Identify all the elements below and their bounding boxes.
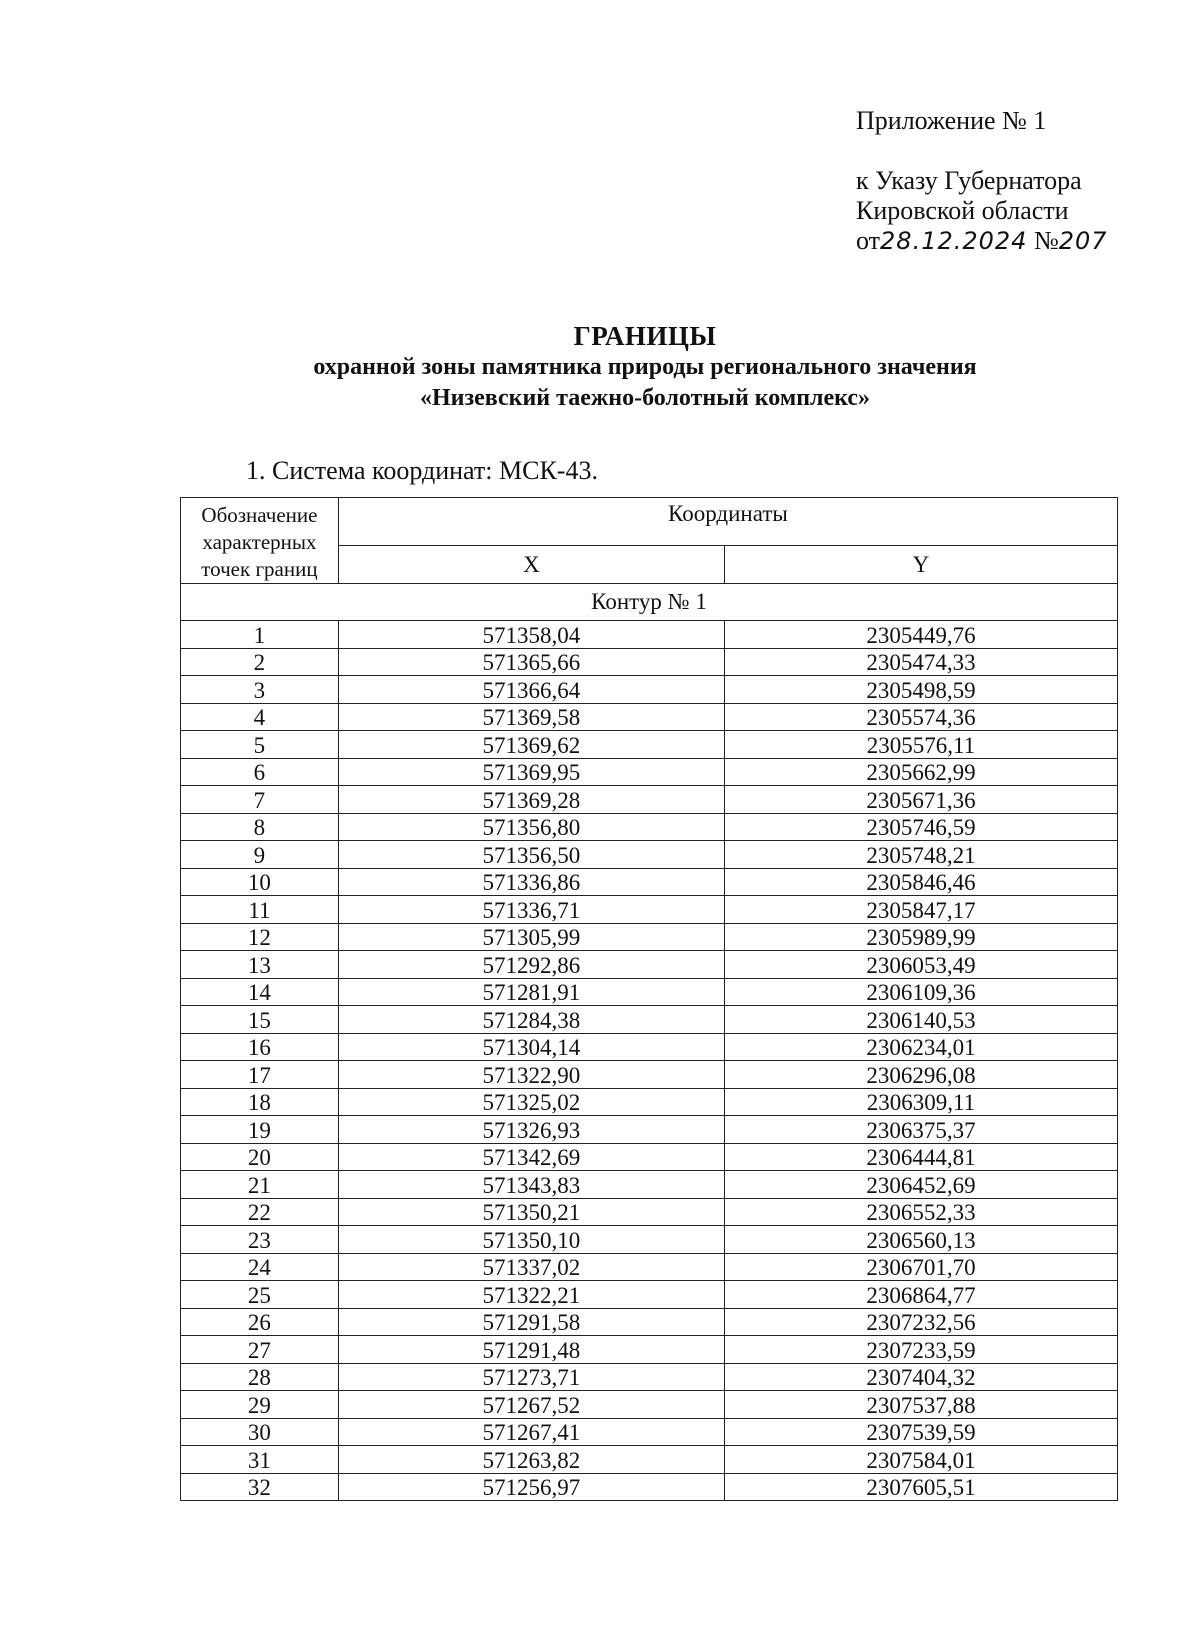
y-coordinate: 2305989,99: [724, 923, 1117, 951]
x-coordinate: 571342,69: [338, 1143, 724, 1171]
header-point-label: Обозначение характерных точек границ: [181, 498, 339, 584]
table-row: [181, 1446, 1118, 1474]
x-coordinate: 571356,80: [338, 813, 724, 841]
x-coordinate: 571366,64: [338, 676, 724, 704]
coordinates-table: [180, 497, 1118, 1501]
title-main: ГРАНИЦЫ: [573, 321, 717, 351]
y-coordinate: 2305662,99: [724, 758, 1117, 786]
x-coordinate: 571284,38: [338, 1006, 724, 1034]
point-number: 20: [181, 1143, 339, 1171]
table-row: [181, 978, 1118, 1006]
table-row: [181, 1198, 1118, 1226]
date-prefix: от: [856, 226, 881, 255]
y-coordinate: 2306053,49: [724, 951, 1117, 979]
x-coordinate: 571336,86: [338, 868, 724, 896]
annex-block: [856, 106, 1108, 256]
x-coordinate: 571292,86: [338, 951, 724, 979]
x-coordinate: 571358,04: [338, 621, 724, 649]
table-row: [181, 813, 1118, 841]
point-number: 9: [181, 841, 339, 869]
x-coordinate: 571322,21: [338, 1281, 724, 1309]
x-coordinate: 571291,58: [338, 1308, 724, 1336]
point-number: 29: [181, 1391, 339, 1419]
point-number: 27: [181, 1336, 339, 1364]
table-row: [181, 731, 1118, 759]
header-coordinates: Координаты: [338, 498, 1117, 546]
x-coordinate: 571305,99: [338, 923, 724, 951]
table-row: [181, 1226, 1118, 1254]
x-coordinate: 571369,58: [338, 703, 724, 731]
x-coordinate: 571256,97: [338, 1473, 724, 1501]
point-number: 12: [181, 923, 339, 951]
handwritten-number: 207: [1058, 227, 1108, 255]
y-coordinate: 2305574,36: [724, 703, 1117, 731]
x-coordinate: 571336,71: [338, 896, 724, 924]
point-number: 30: [181, 1418, 339, 1446]
y-coordinate: 2307605,51: [724, 1473, 1117, 1501]
table-row: [181, 1418, 1118, 1446]
x-coordinate: 571369,28: [338, 786, 724, 814]
point-number: 31: [181, 1446, 339, 1474]
point-number: 7: [181, 786, 339, 814]
point-number: 5: [181, 731, 339, 759]
point-number: 16: [181, 1033, 339, 1061]
point-number: 13: [181, 951, 339, 979]
y-coordinate: 2307404,32: [724, 1363, 1117, 1391]
table-row: [181, 676, 1118, 704]
x-coordinate: 571267,41: [338, 1418, 724, 1446]
table-row: [181, 786, 1118, 814]
y-coordinate: 2306109,36: [724, 978, 1117, 1006]
point-number: 8: [181, 813, 339, 841]
x-coordinate: 571325,02: [338, 1088, 724, 1116]
x-coordinate: 571291,48: [338, 1336, 724, 1364]
y-coordinate: 2306560,13: [724, 1226, 1117, 1254]
y-coordinate: 2307232,56: [724, 1308, 1117, 1336]
handwritten-date: 28.12.2024: [880, 227, 1028, 255]
point-number: 26: [181, 1308, 339, 1336]
x-coordinate: 571337,02: [338, 1253, 724, 1281]
table-row: [181, 868, 1118, 896]
x-coordinate: 571350,21: [338, 1198, 724, 1226]
x-coordinate: 571267,52: [338, 1391, 724, 1419]
title-subtitle-2: «Низевский таежно-болотный комплекс»: [419, 385, 871, 411]
y-coordinate: 2307537,88: [724, 1391, 1117, 1419]
y-coordinate: 2305474,33: [724, 648, 1117, 676]
y-coordinate: 2306375,37: [724, 1116, 1117, 1144]
y-coordinate: 2307584,01: [724, 1446, 1117, 1474]
table-row: [181, 1473, 1118, 1501]
point-number: 6: [181, 758, 339, 786]
y-coordinate: 2306234,01: [724, 1033, 1117, 1061]
y-coordinate: 2305748,21: [724, 841, 1117, 869]
point-number: 23: [181, 1226, 339, 1254]
y-coordinate: 2305498,59: [724, 676, 1117, 704]
table-row: [181, 1281, 1118, 1309]
y-coordinate: 2306452,69: [724, 1171, 1117, 1199]
x-coordinate: 571350,10: [338, 1226, 724, 1254]
table-row: [181, 1391, 1118, 1419]
point-number: 21: [181, 1171, 339, 1199]
point-number: 14: [181, 978, 339, 1006]
table-row: [181, 1363, 1118, 1391]
table-row: [181, 841, 1118, 869]
table-row: [181, 758, 1118, 786]
y-coordinate: 2305746,59: [724, 813, 1117, 841]
point-number: 25: [181, 1281, 339, 1309]
table-row: [181, 703, 1118, 731]
table-row: [181, 1061, 1118, 1089]
table-row: [181, 1171, 1118, 1199]
y-coordinate: 2306701,70: [724, 1253, 1117, 1281]
x-coordinate: 571263,82: [338, 1446, 724, 1474]
annex-date-line: [856, 226, 1108, 256]
number-prefix: №: [1033, 226, 1059, 255]
table-row: [181, 1116, 1118, 1144]
y-coordinate: 2305846,46: [724, 868, 1117, 896]
y-coordinate: 2305671,36: [724, 786, 1117, 814]
x-coordinate: 571273,71: [338, 1363, 724, 1391]
table-row: [181, 1143, 1118, 1171]
point-number: 4: [181, 703, 339, 731]
point-number: 15: [181, 1006, 339, 1034]
table-row: [181, 951, 1118, 979]
x-coordinate: 571326,93: [338, 1116, 724, 1144]
title-subtitle-1: охранной зоны памятника природы регионального значения: [313, 354, 977, 380]
x-coordinate: 571281,91: [338, 978, 724, 1006]
annex-region: Кировской области: [856, 196, 1069, 225]
table-row: [181, 1308, 1118, 1336]
point-number: 24: [181, 1253, 339, 1281]
table-row: [181, 1033, 1118, 1061]
x-coordinate: 571322,90: [338, 1061, 724, 1089]
y-coordinate: 2307233,59: [724, 1336, 1117, 1364]
point-number: 17: [181, 1061, 339, 1089]
table-row: [181, 1006, 1118, 1034]
table-row: [181, 923, 1118, 951]
table-row: [181, 1253, 1118, 1281]
y-coordinate: 2307539,59: [724, 1418, 1117, 1446]
annex-title: Приложение № 1: [856, 106, 1047, 135]
table-row: [181, 648, 1118, 676]
point-number: 18: [181, 1088, 339, 1116]
y-coordinate: 2306296,08: [724, 1061, 1117, 1089]
annex-decree: к Указу Губернатора: [856, 166, 1082, 195]
point-number: 28: [181, 1363, 339, 1391]
y-coordinate: 2305847,17: [724, 896, 1117, 924]
point-number: 19: [181, 1116, 339, 1144]
x-coordinate: 571369,62: [338, 731, 724, 759]
x-coordinate: 571365,66: [338, 648, 724, 676]
y-coordinate: 2306444,81: [724, 1143, 1117, 1171]
x-coordinate: 571356,50: [338, 841, 724, 869]
point-number: 22: [181, 1198, 339, 1226]
y-coordinate: 2306140,53: [724, 1006, 1117, 1034]
coordinate-system: 1. Система координат: МСК-43.: [246, 456, 598, 485]
y-coordinate: 2306552,33: [724, 1198, 1117, 1226]
point-number: 11: [181, 896, 339, 924]
contour-label: Контур № 1: [181, 584, 1118, 621]
y-coordinate: 2305449,76: [724, 621, 1117, 649]
point-number: 32: [181, 1473, 339, 1501]
table-row: [181, 1336, 1118, 1364]
x-coordinate: 571343,83: [338, 1171, 724, 1199]
table-row: [181, 1088, 1118, 1116]
table-row: [181, 896, 1118, 924]
table-row: [181, 621, 1118, 649]
x-coordinate: 571369,95: [338, 758, 724, 786]
header-y: Y: [724, 546, 1117, 584]
x-coordinate: 571304,14: [338, 1033, 724, 1061]
document-title: [0, 320, 1200, 414]
y-coordinate: 2306309,11: [724, 1088, 1117, 1116]
y-coordinate: 2306864,77: [724, 1281, 1117, 1309]
point-number: 1: [181, 621, 339, 649]
point-number: 2: [181, 648, 339, 676]
y-coordinate: 2305576,11: [724, 731, 1117, 759]
point-number: 10: [181, 868, 339, 896]
point-number: 3: [181, 676, 339, 704]
header-x: X: [338, 546, 724, 584]
